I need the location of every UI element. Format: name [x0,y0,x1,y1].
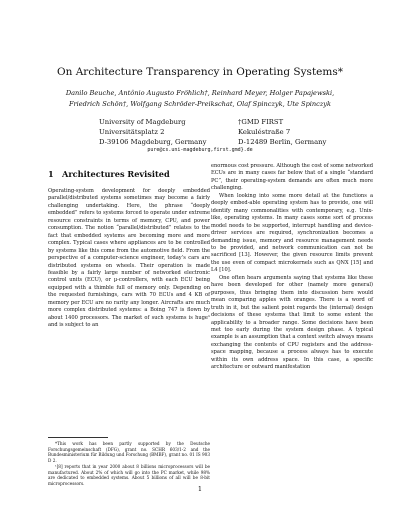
body-paragraph: enormous cost pressure. Although the cost of some networked ECUs are in many cases far below that of a single “standard PC”, their operating-system demands are often much more challenging. [211,163,373,192]
paper-title: On Architecture Transparency in Operating Systems* [57,66,343,78]
section-title: Architectures Revisited [62,169,170,179]
footnotes [48,441,210,487]
contact-email: pure@cs.uni-magdeburg,first.gmd}.de [147,147,253,153]
footnote-market: ¹[8] reports that in year 2000 about 8 billions microprocessors will be manufactured. About 2% of which will go into the PC market, while 98% are dedicated to embedded systems. About 5 billions of all will be 8-bit microprocessors. [48,463,210,486]
right-column [211,163,373,372]
affiliation-left-line-3: D-39106 Magdeburg, Germany [99,138,207,146]
body-paragraph: When looking into some more detail at the functions a deeply embed-able operating system has to provide, one will identify many commonalities with contemporary, e.g. Unix-like, operating systems. In many cases some sort of process model needs to be supported, interrupt handling and device-driver services are required, synchronization becomes a demanding issue, memory and resource management needs to be provided, and network communication can not be sacrificed [13]. However, the given resource limits prevent the use even of compact microkernels such as QNX [15] and L4 [10]. [211,192,373,274]
authors-line-2: Friedrich Schön†, Wolfgang Schröder-Preikschat, Olaf Spinczyk, Ute Spinczyk [68,100,332,108]
authors-line-1: Danilo Beuche, Antônio Augusto Fröhlich†, Reinhard Meyer, Holger Papajewski, [65,89,335,97]
left-column [48,163,210,330]
affiliation-right-line-3: D-12489 Berlin, Germany [238,138,327,146]
affiliation-left-line-1: University of Magdeburg [99,118,186,126]
page-number: 1 [197,485,203,493]
body-paragraph: One often hears arguments saying that systems like these have been developed for other (namely more general) purposes, thus bringing them into discussion here would mean comparing apples with oranges. There is a word of truth in it, but the salient point regards the (internal) design decisions of these systems that limit to some extent the applicability to a broader range. Some decisions have been met too early during the system design phase. A typical example is an assumption that a context switch always means exchanging the contents of CPU registers and the address-space mapping, because a process always has to execute within its own address space. In this case, a specific architecture or outward manifestation [211,274,373,371]
affiliation-right-line-2: Kekuléstraße 7 [238,128,291,136]
body-paragraph: Operating-system development for deeply embedded parallel/distributed systems sometimes may become a fairly challenging undertaking. Here, the phrase “deeply embedded” refers to systems forced to operate under extreme resource constraints in terms of memory, CPU, and power consumption. The notion “parallel/distributed” relates to the fact that embedded systems are becoming more and more complex. Typical cases where appliances are to be controlled by systems like this come from the automotive field. From the perspective of a computer-science engineer, today’s cars are distributed systems on wheels. Their operation is made feasible by a fairly large number of networked electronic control units (ECU), or µ-controllers, with each ECU being equipped with a thimble full of memory only. Depending on the requested furnishings, cars with 70 ECUs and 4 KB of memory per ECU are no rarity any longer. Aircrafts are much more complex distributed systems: a Boing 747 is flown by about 1400 processors. The market of such systems is huge¹ and is subject to an [48,188,210,329]
affiliation-magdeburg [99,117,209,147]
footnote-funding: *This work has been partly supported by the Deutsche Forschungsgemeinschaft (DFG), grant no. SCHR 603/1-2 and the Bundesministerium für Bildung und Forschung (BMBF), grant no. 01 IS 903 D 2. [48,441,210,464]
affiliation-gmd-first [238,117,338,147]
section-number: 1 [48,169,54,179]
affiliation-left-line-2: Universitätsplatz 2 [99,128,165,136]
footnote-divider [48,437,108,438]
section-heading [48,169,210,180]
affiliation-right-line-1: †GMD FIRST [238,118,284,126]
author-list [50,88,350,110]
